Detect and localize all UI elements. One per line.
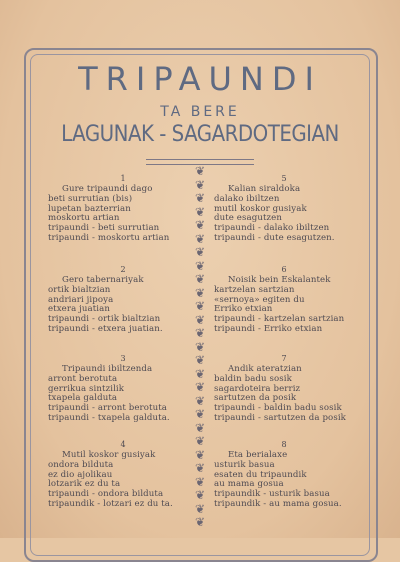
verse-line: lupetan bazterrian [48,203,131,214]
fleuron-icon: ❦ [194,366,206,381]
fleuron-icon: ❦ [194,191,206,205]
fleuron-icon: ❦ [194,177,206,192]
stanza-number: 6 [281,265,287,274]
fleuron-icon: ❦ [194,488,206,502]
fleuron-icon: ❦ [194,353,206,367]
fleuron-icon: ❦ [194,474,206,489]
verse-line: Eta berialaxe [228,450,288,460]
verse-line: sartutzen da posik [214,393,297,404]
verse-line: beti surrutian (bis) [48,193,133,204]
fleuron-icon: ❦ [194,204,206,219]
verse-line: tripaundi - baldin badu sosik [214,403,342,414]
fleuron-icon: ❦ [194,420,206,435]
stanza-number: 7 [281,354,287,363]
verse-line: andriari jipoya [48,294,114,305]
stanza-number: 2 [120,265,126,274]
verse-line: Mutil koskor gusiyak [62,450,156,460]
fleuron-icon: ❦ [194,447,206,462]
verse-line: tripaundi - Erriko etxian [214,323,323,334]
fleuron-icon: ❦ [194,393,206,408]
fleuron-icon: ❦ [194,339,206,354]
verse-line: baldin badu sosik [214,373,292,384]
fleuron-icon: ❦ [194,501,206,516]
verse-line: tripaundik - lotzari ez du ta. [48,498,173,509]
verse-line: tripaundi - arront berotuta [48,403,167,414]
verse-line: mutil koskor gusiyak [214,203,307,214]
verse-line: moskortu artian [48,213,120,224]
verse-line: Noisik bein Eskalantek [228,275,331,285]
verse-line: txapela galduta [48,393,118,404]
fleuron-icon: ❦ [194,407,206,421]
fleuron-icon: ❦ [194,312,206,327]
stanza-number: 4 [120,440,126,449]
song-subtitle: TA BERE [160,104,240,120]
fleuron-icon: ❦ [194,380,206,394]
stanza-number: 3 [120,354,126,363]
fleuron-icon: ❦ [194,285,206,300]
verse-line: tripaundik - usturik basua [214,489,330,500]
verse-line: dute esagutzen [214,213,282,224]
stanza-number: 1 [120,174,126,183]
stanza-2 [48,264,198,335]
verse-line: tripaundi - ortik bialtzian [48,314,161,325]
verse-line: usturik basua [214,459,275,470]
verse-line: tripaundi - moskortu artian [48,232,170,243]
verse-line: etxera juatian [48,304,111,315]
verse-line: tripaundi - dalako ibiltzen [214,223,330,234]
fleuron-icon: ❦ [194,245,206,259]
stanza-3 [48,353,198,424]
stanza-5 [214,173,354,244]
verse-line: Kalian siraldoka [228,184,301,194]
stanza-number: 5 [281,174,287,183]
fleuron-icon: ❦ [194,461,206,475]
fleuron-icon: ❦ [194,231,206,246]
fleuron-icon: ❦ [194,326,206,340]
verse-line: ez dio ajolikau [48,469,113,480]
verse-line: tripaundi - etxera juatian. [48,323,163,334]
stanza-4 [48,439,198,510]
stanza-number: 8 [281,440,287,449]
fleuron-icon: ❦ [194,258,206,273]
verse-line: Erriko etxian [214,304,273,315]
verse-line: arront berotuta [48,373,118,384]
stanza-7 [214,353,354,424]
verse-line: tripaundi - sartutzen da posik [214,412,346,423]
verse-line: lotzarik ez du ta [48,479,121,490]
fleuron-icon: ❦ [194,434,206,448]
verse-line: Gure tripaundi dago [62,184,153,194]
verse-line: Gero tabernariyak [62,275,144,285]
fleuron-icon: ❦ [194,515,206,529]
fleuron-icon: ❦ [194,299,206,313]
verse-line: esaten du tripaundik [214,469,307,480]
verse-line: tripaundi - txapela galduta. [48,412,170,423]
verse-line: ondora bilduta [48,459,114,470]
verse-line: tripaundi - dute esagutzen. [214,232,335,243]
verse-line: tripaundi - kartzelan sartzian [214,314,345,325]
verse-line: au mama gosua [214,479,284,490]
stanza-6 [214,264,354,335]
verse-line: Tripaundi ibiltzenda [62,364,153,374]
verse-line: dalako ibiltzen [214,193,280,204]
verse-line: ortik bialtzian [48,284,111,295]
verse-line: sagardoteira berriz [214,383,301,394]
verse-line: tripaundi - ondora bilduta [48,489,164,500]
stanza-1 [48,173,198,244]
verse-line: gerrikua sintzilik [48,383,125,394]
fleuron-icon: ❦ [194,164,206,178]
fleuron-icon: ❦ [194,272,206,286]
verse-line: tripaundik - au mama gosua. [214,498,342,509]
song-heading: LAGUNAK - SAGARDOTEGIAN [61,122,339,147]
verse-line: tripaundi - beti surrutian [48,223,160,234]
verse-line: Andik ateratzian [228,364,302,374]
stanza-8 [214,439,354,510]
verse-line: «sernoya» egiten du [214,294,305,305]
fleuron-icon: ❦ [194,218,206,232]
verse-line: kartzelan sartzian [214,284,295,295]
song-title: TRIPAUNDI [78,60,322,98]
